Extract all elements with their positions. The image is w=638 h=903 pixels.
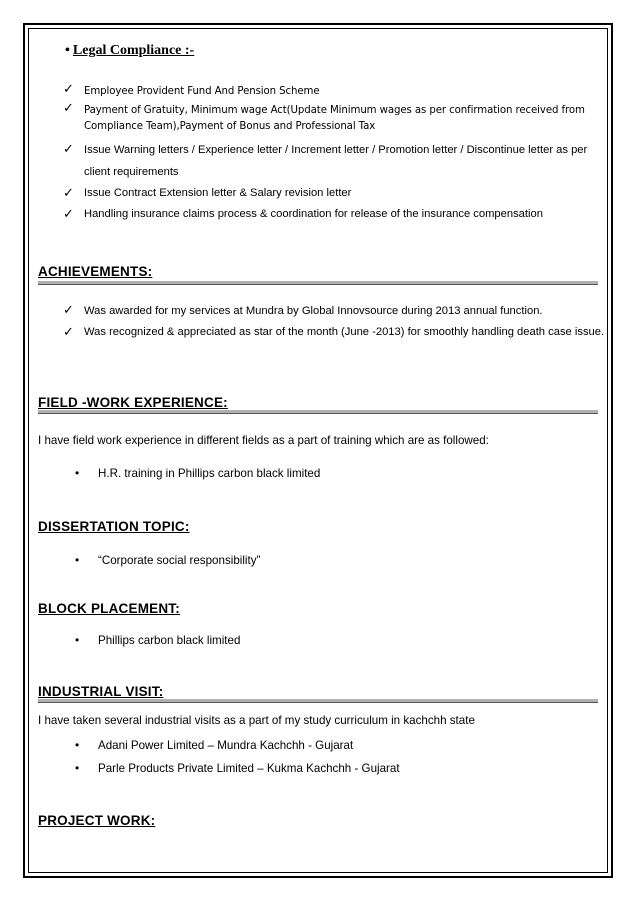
list-item: ✓ Issue Contract Extension letter & Salary revision letter [63,183,608,204]
bullet-icon: • [75,553,80,567]
list-item: • H.R. training in Phillips carbon black limited [75,462,320,485]
block-placement-heading: BLOCK PLACEMENT: [38,601,180,616]
project-work-heading: PROJECT WORK: [38,813,156,828]
achievements-list [63,300,603,343]
checkmark-icon: ✓ [63,207,74,222]
list-item: • Phillips carbon black limited [75,629,240,652]
list-item: ✓ Issue Warning letters / Experience letter / Increment letter / Promotion letter / Discontinue letter as per client requirements [63,139,614,183]
bullet-icon: • [75,738,80,752]
industrial-visit-heading: INDUSTRIAL VISIT: [38,684,164,699]
legal-compliance-list [63,84,608,225]
checkmark-icon: ✓ [63,325,74,340]
bullet-icon: • [75,633,80,647]
field-work-heading: FIELD -WORK EXPERIENCE: [38,395,228,410]
list-item: • “Corporate social responsibility” [75,549,260,572]
field-work-intro: I have field work experience in different fields as a part of training which are as followed: [38,434,489,447]
section-divider [38,699,598,703]
legal-compliance-heading [65,43,194,59]
checkmark-icon: ✓ [63,186,74,201]
list-item: • Adani Power Limited – Mundra Kachchh - Gujarat [75,734,400,757]
achievements-heading: ACHIEVEMENTS: [38,264,153,279]
bullet-icon: • [75,761,80,775]
list-item: ✓ Was awarded for my services at Mundra by Global Innovsource during 2013 annual function. [63,300,603,322]
bullet-icon: • [65,43,70,58]
list-item: • Parle Products Private Limited – Kukma Kachchh - Gujarat [75,757,400,780]
field-work-list [75,462,320,485]
checkmark-icon: ✓ [63,82,74,97]
list-item: ✓ Employee Provident Fund And Pension Scheme [63,82,320,97]
dissertation-heading: DISSERTATION TOPIC: [38,519,190,534]
checkmark-icon: ✓ [63,142,74,157]
checkmark-icon: ✓ [63,303,74,318]
bullet-icon: • [75,466,80,480]
section-divider [38,410,598,414]
section-divider [38,281,598,285]
list-item: ✓ Was recognized & appreciated as star of the month (June -2013) for smoothly handling death case issue. [63,322,609,343]
dissertation-list [75,549,260,572]
checkmark-icon: ✓ [63,101,74,116]
industrial-visit-list [75,734,400,780]
list-item: ✓ Payment of Gratuity, Minimum wage Act(Update Minimum wages as per confirmation received from Compliance Team),Payment of Bonus and Professional Tax [63,101,585,132]
legal-compliance-title: Legal Compliance :- [72,43,195,58]
block-placement-list [75,629,240,652]
industrial-visit-intro: I have taken several industrial visits as a part of my study curriculum in kachchh state [38,714,475,727]
list-item: ✓ Handling insurance claims process & coordination for release of the insurance compensation [63,204,608,225]
